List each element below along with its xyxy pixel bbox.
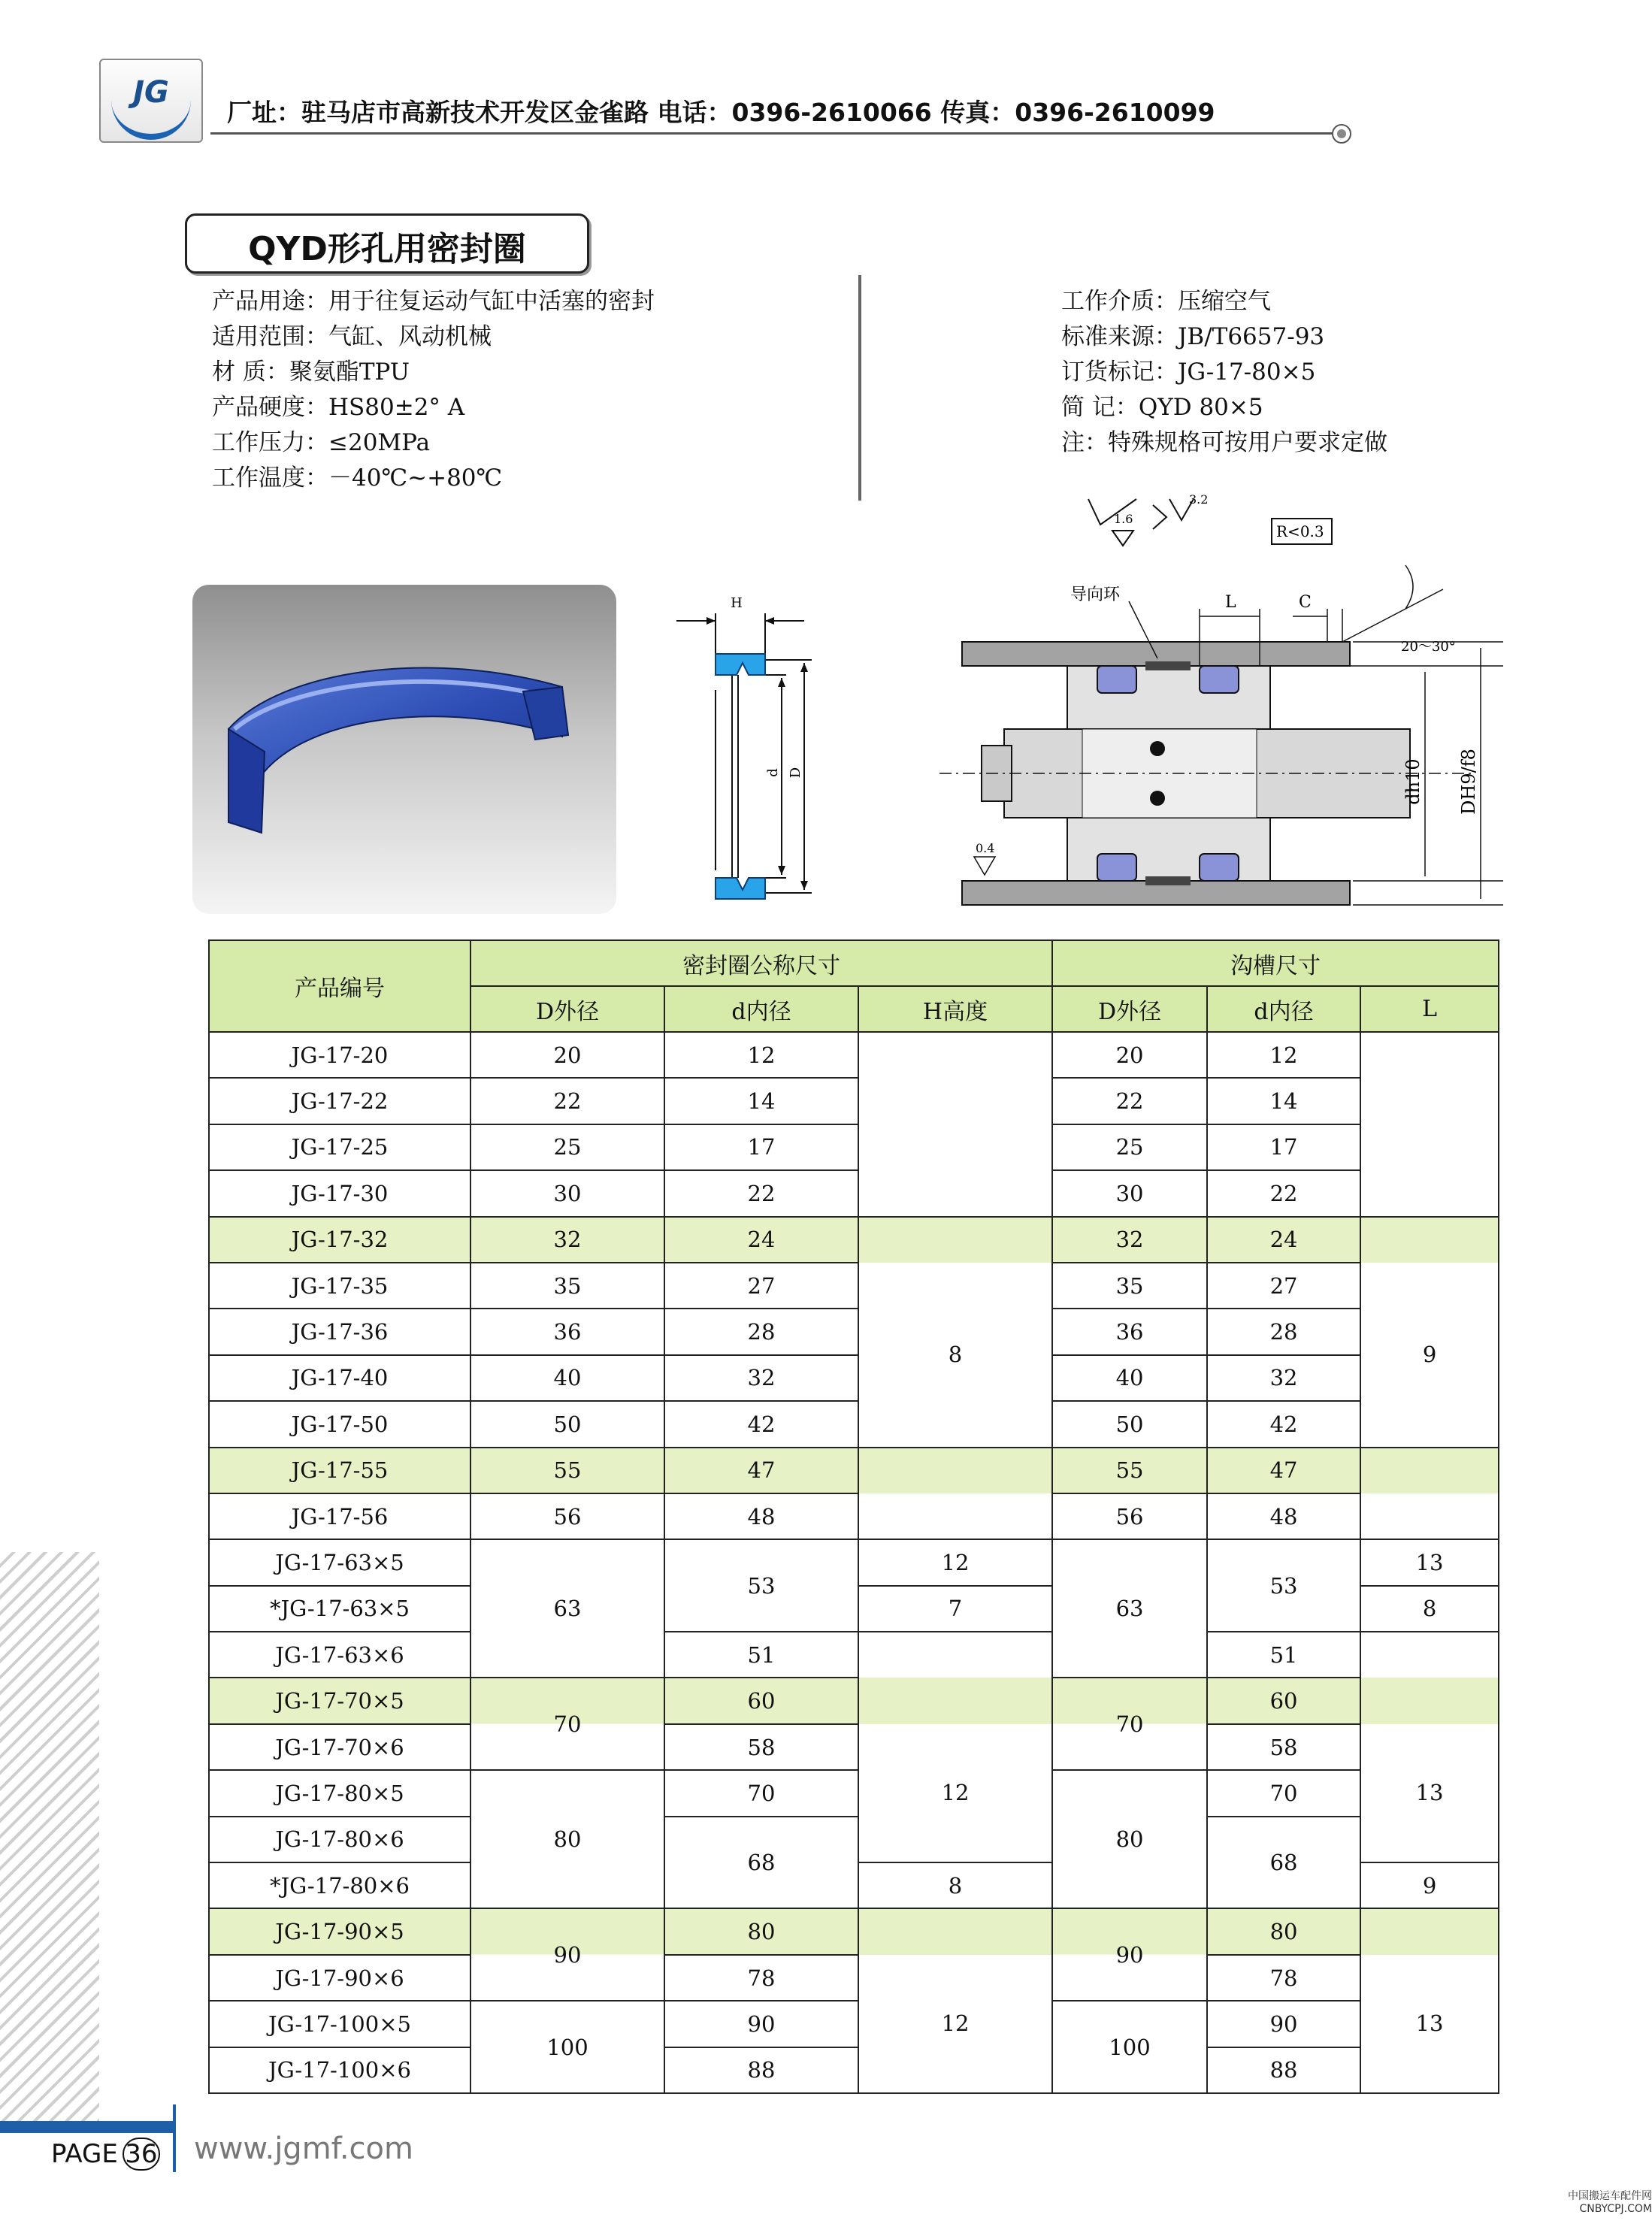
info-medium: 工作介质：压缩空气	[1061, 288, 1271, 315]
info-hardness: 产品硬度：HS80±2° A	[212, 394, 465, 421]
info-short-mark: 简 记：QYD 80×5	[1061, 394, 1263, 421]
cell-product: JG-17-100×5	[209, 2001, 470, 2047]
cell-product: JG-17-55	[209, 1448, 470, 1493]
stamp-line-1: 中国搬运车配件网	[1568, 2190, 1652, 2202]
header-seal-H: H高度	[858, 986, 1052, 1032]
header-circle-dot	[1337, 129, 1346, 138]
info-usage: 产品用途：用于往复运动气缸中活塞的密封	[212, 288, 655, 315]
info-standard: 标准来源：JB/T6657-93	[1061, 323, 1325, 350]
website-url[interactable]: www.jgmf.com	[194, 2132, 413, 2166]
cell-d: 51	[664, 1632, 858, 1678]
table-row	[209, 1955, 1499, 2001]
cell-L-group2: 13	[1360, 1724, 1499, 1862]
label-H: H	[731, 595, 743, 611]
cell-gd: 14	[1207, 1078, 1360, 1124]
cell-gD: 100	[1052, 2001, 1207, 2093]
table-row	[209, 1539, 1499, 1585]
cell-gd: 70	[1207, 1770, 1360, 1816]
info-note: 注：特殊规格可按用户要求定做	[1061, 429, 1387, 456]
title-box	[185, 213, 589, 274]
cell-H-group3: 12	[858, 1955, 1052, 2093]
cell-gd: 32	[1207, 1355, 1360, 1401]
header-seal-D: D外径	[470, 986, 664, 1032]
table-row	[209, 1309, 1499, 1354]
cell-d: 47	[664, 1448, 858, 1493]
cell-H-blank	[858, 1493, 1052, 1539]
header-seal-d: d内径	[664, 986, 858, 1032]
cell-d: 88	[664, 2047, 858, 2093]
cell-L-shade	[1360, 1908, 1499, 1954]
cell-gd: 47	[1207, 1448, 1360, 1493]
cell-product: JG-17-63×5	[209, 1539, 470, 1585]
cell-D: 80	[470, 1770, 664, 1908]
table-row	[209, 2047, 1499, 2093]
cell-gD: 50	[1052, 1401, 1207, 1447]
cell-d: 53	[664, 1539, 858, 1632]
cell-gD: 36	[1052, 1309, 1207, 1354]
label-D: D	[788, 767, 803, 779]
table-row	[209, 1817, 1499, 1862]
header-groove-d: d内径	[1207, 986, 1360, 1032]
table-row	[209, 1678, 1499, 1723]
cell-product: JG-17-50	[209, 1401, 470, 1447]
cell-gd: 51	[1207, 1632, 1360, 1678]
cell-gD: 80	[1052, 1770, 1207, 1908]
cell-H-group1: 8	[858, 1263, 1052, 1448]
cell-L-blank	[1360, 1632, 1499, 1678]
angle-label: 20～30°	[1401, 639, 1456, 655]
cell-L-group3: 13	[1360, 1955, 1499, 2093]
cell-H-shade	[858, 1217, 1052, 1263]
info-scope: 适用范围：气缸、风动机械	[212, 323, 492, 350]
table-row	[209, 1078, 1499, 1124]
radius-note: R<0.3	[1276, 522, 1324, 540]
table-row	[209, 1632, 1499, 1678]
table-row	[209, 1217, 1499, 1263]
company-address: 厂址：驻马店市高新技术开发区金雀路 电话：0396-2610066 传真：0396-2610099	[227, 98, 1215, 127]
cell-D: 22	[470, 1078, 664, 1124]
header-divider	[210, 132, 1342, 135]
cell-L: 9	[1360, 1862, 1499, 1908]
cell-product: JG-17-70×6	[209, 1724, 470, 1770]
cell-gd: 42	[1207, 1401, 1360, 1447]
cell-gd: 17	[1207, 1124, 1360, 1170]
cell-H-blank	[858, 1632, 1052, 1678]
table-row	[209, 1724, 1499, 1770]
cell-d: 22	[664, 1170, 858, 1216]
header-groove-L: L	[1360, 986, 1499, 1032]
cell-D: 25	[470, 1124, 664, 1170]
stamp-line-2: CNBYCPJ.COM	[1579, 2203, 1652, 2215]
cell-H: 7	[858, 1586, 1052, 1632]
cell-d: 68	[664, 1817, 858, 1909]
cell-L: 8	[1360, 1586, 1499, 1632]
dim-dh10: dh10	[1402, 758, 1424, 805]
cell-product: JG-17-32	[209, 1217, 470, 1263]
info-order-mark: 订货标记：JG-17-80×5	[1061, 359, 1316, 386]
cell-gD: 30	[1052, 1170, 1207, 1216]
cell-gd: 48	[1207, 1493, 1360, 1539]
cell-d: 14	[664, 1078, 858, 1124]
cell-L-blank	[1360, 1493, 1499, 1539]
table-row	[209, 1355, 1499, 1401]
info-material: 材 质：聚氨酯TPU	[212, 359, 410, 386]
cell-product: JG-17-80×6	[209, 1817, 470, 1862]
roughness-16: 1.6	[1114, 512, 1133, 526]
cell-gd: 28	[1207, 1309, 1360, 1354]
cell-product: JG-17-80×5	[209, 1770, 470, 1816]
cell-product: JG-17-63×6	[209, 1632, 470, 1678]
spec-info-right	[1061, 284, 1387, 461]
logo-text: JG	[133, 75, 169, 110]
page-number: 36	[123, 2138, 160, 2171]
cell-d: 27	[664, 1263, 858, 1309]
cell-D: 100	[470, 2001, 664, 2093]
cell-gD: 25	[1052, 1124, 1207, 1170]
roughness-04: 0.4	[976, 841, 995, 855]
cell-gD: 35	[1052, 1263, 1207, 1309]
label-d: d	[765, 768, 781, 777]
table-row	[209, 1124, 1499, 1170]
cell-product: JG-17-30	[209, 1170, 470, 1216]
dim-C: C	[1299, 593, 1312, 612]
cell-gd: 58	[1207, 1724, 1360, 1770]
cell-product: JG-17-90×6	[209, 1955, 470, 2001]
cell-gD: 20	[1052, 1032, 1207, 1078]
cell-gD: 55	[1052, 1448, 1207, 1493]
cell-H: 12	[858, 1539, 1052, 1585]
cell-gD: 63	[1052, 1539, 1207, 1678]
cell-d: 78	[664, 1955, 858, 2001]
info-pressure: 工作压力：≤20MPa	[212, 429, 431, 456]
spec-info-left	[212, 284, 655, 496]
page-label: PAGE	[51, 2139, 118, 2169]
cell-d: 58	[664, 1724, 858, 1770]
cell-product: JG-17-90×5	[209, 1908, 470, 1954]
cell-D: 20	[470, 1032, 664, 1078]
cell-product: JG-17-40	[209, 1355, 470, 1401]
cell-gd: 27	[1207, 1263, 1360, 1309]
table-row	[209, 1493, 1499, 1539]
table-row	[209, 1032, 1499, 1078]
cell-d: 42	[664, 1401, 858, 1447]
cell-gD: 70	[1052, 1678, 1207, 1770]
cell-product: JG-17-35	[209, 1263, 470, 1309]
cell-D: 63	[470, 1539, 664, 1678]
cell-L-shade	[1360, 1217, 1499, 1263]
company-logo	[99, 59, 203, 143]
dim-L: L	[1225, 593, 1236, 612]
table-row	[209, 1448, 1499, 1493]
cell-H-shade	[858, 1448, 1052, 1493]
cell-d: 80	[664, 1908, 858, 1954]
table-row	[209, 1908, 1499, 1954]
cell-gd: 24	[1207, 1217, 1360, 1263]
cell-D: 56	[470, 1493, 664, 1539]
guide-ring-label: 导向环	[1070, 585, 1121, 604]
cell-D: 50	[470, 1401, 664, 1447]
spec-table	[208, 939, 1499, 2094]
cell-d: 17	[664, 1124, 858, 1170]
table-header-row-1	[209, 940, 1499, 986]
cell-D: 40	[470, 1355, 664, 1401]
cell-gd: 12	[1207, 1032, 1360, 1078]
cell-d: 60	[664, 1678, 858, 1723]
cell-D: 35	[470, 1263, 664, 1309]
cell-gD: 22	[1052, 1078, 1207, 1124]
cell-gd: 53	[1207, 1539, 1360, 1632]
decorative-stripes	[0, 1552, 99, 2131]
header-product-code: 产品编号	[209, 940, 470, 1032]
page-indicator	[51, 2138, 160, 2171]
cell-H: 8	[858, 1862, 1052, 1908]
installation-drawing	[932, 481, 1518, 917]
cell-gd: 78	[1207, 1955, 1360, 2001]
table-row	[209, 2001, 1499, 2047]
roughness-32: 3.2	[1189, 492, 1209, 507]
cell-product: *JG-17-63×5	[209, 1586, 470, 1632]
info-temperature: 工作温度：－40℃~+80℃	[212, 464, 503, 492]
cell-d: 70	[664, 1770, 858, 1816]
cell-D: 30	[470, 1170, 664, 1216]
cell-gD: 56	[1052, 1493, 1207, 1539]
cell-H-blank	[858, 1032, 1052, 1217]
cell-product: JG-17-25	[209, 1124, 470, 1170]
cell-H-shade	[858, 1678, 1052, 1723]
cell-L-shade	[1360, 1678, 1499, 1723]
cell-product: JG-17-36	[209, 1309, 470, 1354]
cell-d: 48	[664, 1493, 858, 1539]
cell-gd: 90	[1207, 2001, 1360, 2047]
cell-L: 13	[1360, 1539, 1499, 1585]
cell-gd: 68	[1207, 1817, 1360, 1909]
info-divider	[858, 275, 861, 501]
cell-gd: 80	[1207, 1908, 1360, 1954]
seal-cross-section-drawing	[661, 585, 842, 915]
table-row	[209, 1170, 1499, 1216]
cell-d: 28	[664, 1309, 858, 1354]
table-row	[209, 1770, 1499, 1816]
cell-product: JG-17-20	[209, 1032, 470, 1078]
table-row	[209, 1401, 1499, 1447]
cell-gd: 88	[1207, 2047, 1360, 2093]
header-seal-size: 密封圈公称尺寸	[470, 940, 1052, 986]
cell-product: JG-17-56	[209, 1493, 470, 1539]
cell-d: 24	[664, 1217, 858, 1263]
cell-D: 32	[470, 1217, 664, 1263]
cell-gd: 60	[1207, 1678, 1360, 1723]
footer-accent-line	[173, 2104, 176, 2172]
cell-H-shade	[858, 1908, 1052, 1954]
table-row	[209, 1263, 1499, 1309]
cell-D: 55	[470, 1448, 664, 1493]
product-photo-panel	[192, 585, 616, 914]
cell-D: 90	[470, 1908, 664, 2001]
cell-product: JG-17-100×6	[209, 2047, 470, 2093]
cell-D: 70	[470, 1678, 664, 1770]
cell-H-group2: 12	[858, 1724, 1052, 1862]
cell-L-shade	[1360, 1448, 1499, 1493]
cell-product: *JG-17-80×6	[209, 1862, 470, 1908]
cell-gD: 32	[1052, 1217, 1207, 1263]
cell-d: 32	[664, 1355, 858, 1401]
header-groove-D: D外径	[1052, 986, 1207, 1032]
cell-d: 12	[664, 1032, 858, 1078]
seal-ring-render	[192, 585, 616, 914]
cell-L-group1: 9	[1360, 1263, 1499, 1448]
header-groove-size: 沟槽尺寸	[1052, 940, 1499, 986]
cell-product: JG-17-70×5	[209, 1678, 470, 1723]
cell-gD: 90	[1052, 1908, 1207, 2001]
cell-D: 36	[470, 1309, 664, 1354]
watermark-stamp	[1568, 2190, 1652, 2216]
cell-product: JG-17-22	[209, 1078, 470, 1124]
footer-accent-bar	[0, 2121, 174, 2133]
cell-d: 90	[664, 2001, 858, 2047]
page-title: QYD形孔用密封圈	[248, 230, 526, 268]
cell-gD: 40	[1052, 1355, 1207, 1401]
dim-DH9: DH9/f8	[1458, 749, 1479, 815]
cell-gd: 22	[1207, 1170, 1360, 1216]
cell-L-blank	[1360, 1032, 1499, 1217]
